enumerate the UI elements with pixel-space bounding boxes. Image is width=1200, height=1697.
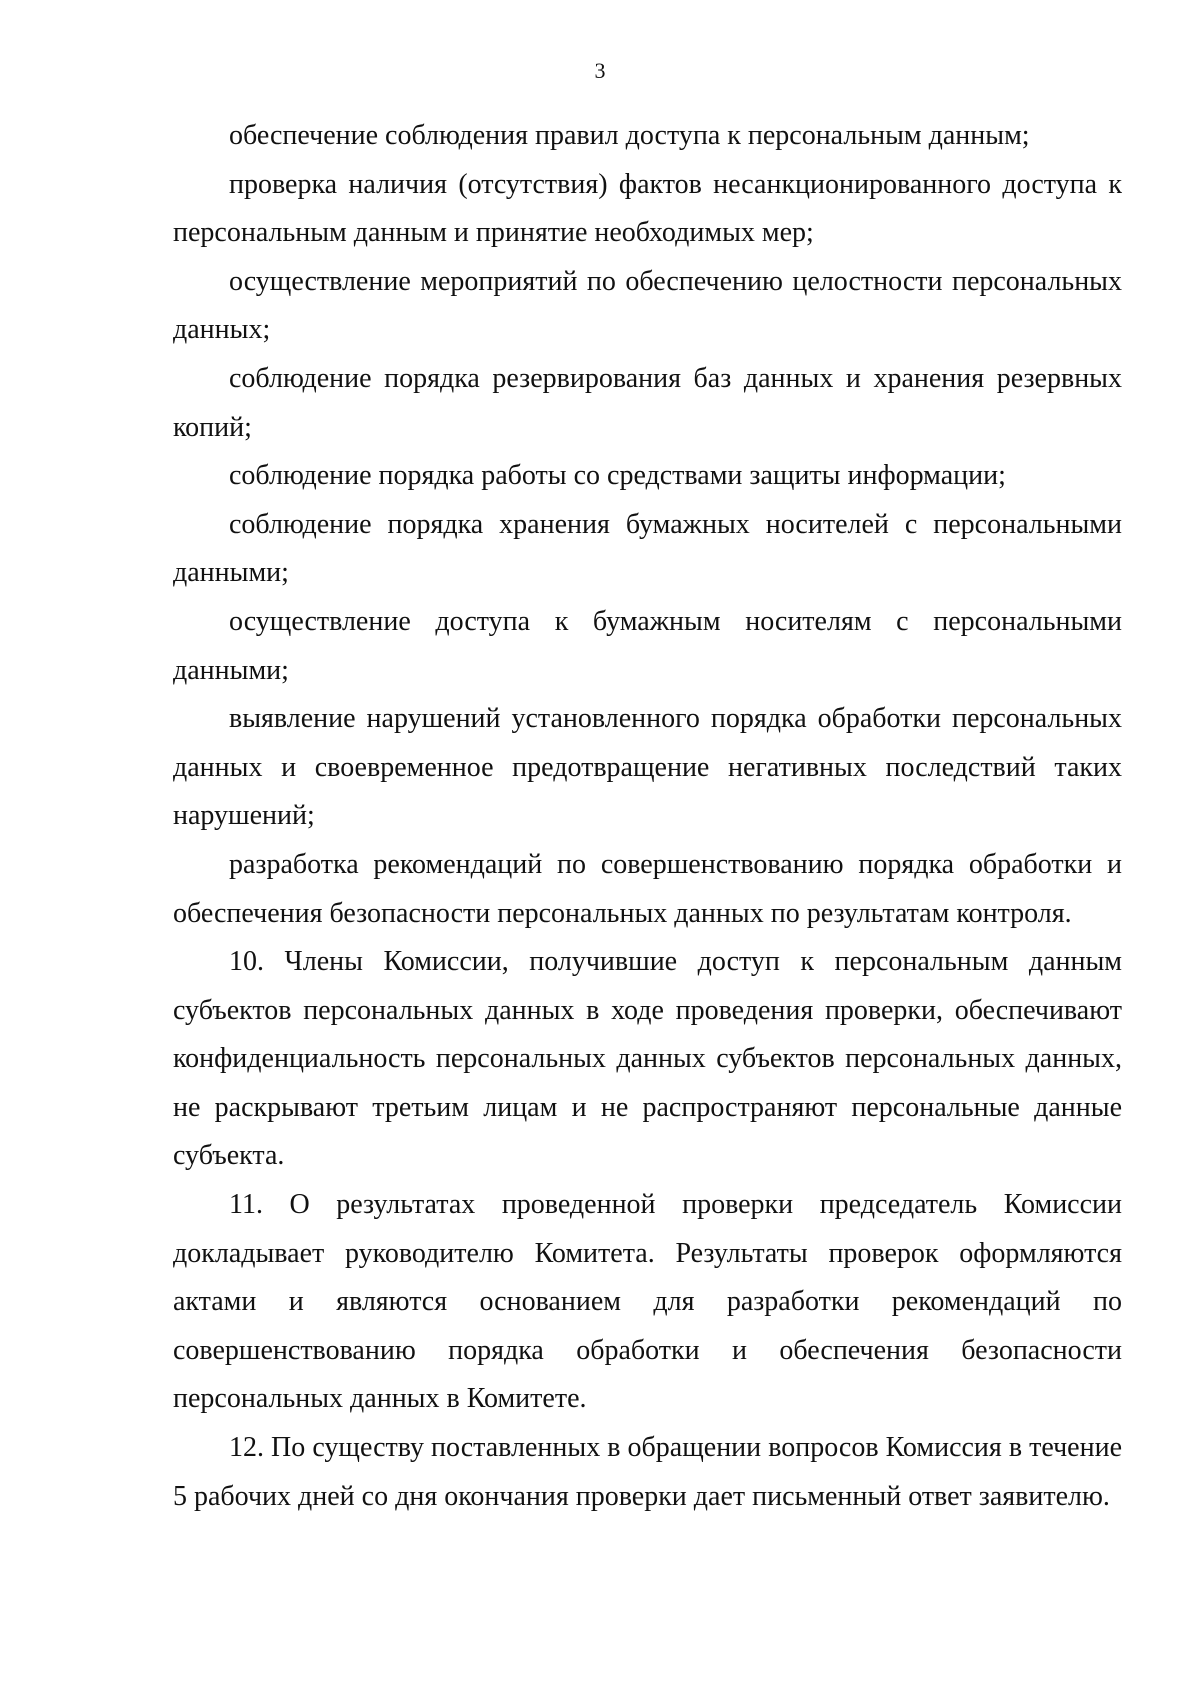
paragraph-item-12: 12. По существу поставленных в обращении вопросов Комиссия в течение 5 рабочих дней со дня окончания проверки дает письменный ответ заявителю. <box>173 1432 1122 1512</box>
page-number: 3 <box>594 58 606 83</box>
paragraph-access-rules: обеспечение соблюдения правил доступа к персональным данным; <box>229 120 1030 151</box>
paragraph-backup-order: соблюдение порядка резервирования баз данных и хранения резервных копий; <box>173 362 1122 443</box>
paragraph-item-11: 11. О результатах проведенной проверки председатель Комиссии докладывает руководителю Комитета. Результаты проверок оформляются актами и являются основанием для разработки рекомендаций по совершенствованию порядка обработки и обеспечения безопасности персональных данных в Комитете. <box>173 1189 1122 1415</box>
paragraph-recommendations: разработка рекомендаций по совершенствованию порядка обработки и обеспечения безопасности персональных данных по результатам контроля. <box>173 848 1122 929</box>
paragraph-violations: выявление нарушений установленного порядка обработки персональных данных и своевременное предотвращение негативных последствий таких нарушений; <box>173 703 1122 832</box>
paragraph-paper-access: осуществление доступа к бумажным носителям с персональными данными; <box>173 605 1122 686</box>
paragraph-unauthorized-access-check: проверка наличия (отсутствия) фактов несанкционированного доступа к персональным данным и принятие необходимых мер; <box>173 168 1122 249</box>
paragraph-item-10: 10. Члены Комиссии, получившие доступ к персональным данным субъектов персональных данных в ходе проведения проверки, обеспечивают конфиденциальность персональных данных субъектов персональных данных, не раскрывают третьим лицам и не распространяют персональные данные субъекта. <box>173 946 1122 1172</box>
paragraph-data-integrity: осуществление мероприятий по обеспечению целостности персональных данных; <box>173 265 1122 346</box>
paragraph-paper-storage: соблюдение порядка хранения бумажных носителей с персональными данными; <box>173 508 1122 589</box>
document-body <box>173 112 1122 1521</box>
paragraph-protection-tools: соблюдение порядка работы со средствами защиты информации; <box>229 460 1006 492</box>
